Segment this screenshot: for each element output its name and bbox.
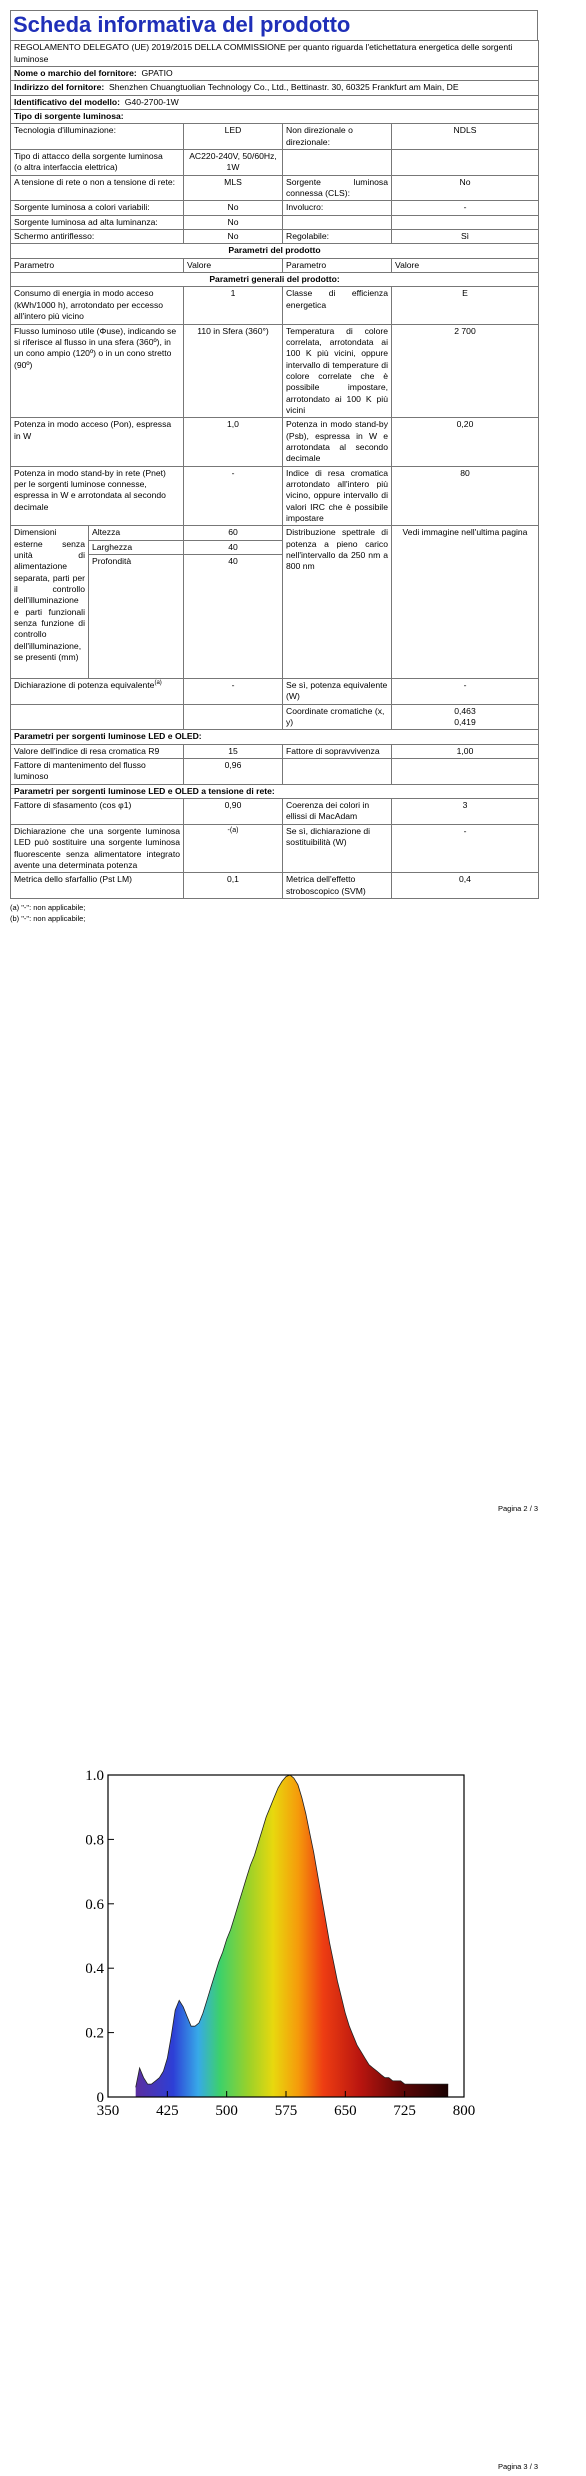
y-tick-label: 0.4 xyxy=(86,1961,104,1978)
general-label-2: Classe di efficienza energetica xyxy=(283,287,392,324)
source-label-2: Sorgente luminosa connessa (CLS): xyxy=(283,175,392,201)
col-header-value-2: Valore xyxy=(392,258,539,272)
page-title: Scheda informativa del prodotto xyxy=(10,10,538,40)
footnote-a: (a) "-": non applicabile; xyxy=(10,902,86,912)
supplier-address-label: Indirizzo del fornitore: xyxy=(14,82,105,93)
led-value: 0,96 xyxy=(184,759,283,785)
col-header-param: Parametro xyxy=(11,258,184,272)
mains-value: -(a) xyxy=(184,824,283,872)
general-value-2: E xyxy=(392,287,539,324)
mains-label-2: Metrica dell'effetto stroboscopico (SVM) xyxy=(283,873,392,899)
source-label: Sorgente luminosa ad alta luminanza: xyxy=(11,215,184,229)
dimensions-row xyxy=(11,526,539,540)
y-tick-label: 0.8 xyxy=(86,1832,104,1849)
spectral-power-distribution-chart xyxy=(86,1755,526,2125)
source-label-2: Regolabile: xyxy=(283,230,392,244)
general-value: 1 xyxy=(184,287,283,324)
supplier-name: GPATIO xyxy=(141,67,173,78)
led-label-2: Fattore di sopravvivenza xyxy=(283,744,392,758)
column-header-row xyxy=(11,258,539,272)
general-label-2: Indice di resa cromatica arrotondato all'intero più vicino, oppure intervallo di valori IRC che è possibile impostare xyxy=(283,466,392,526)
model-identifier: G40-2700-1W xyxy=(124,96,179,107)
source-label-2 xyxy=(283,150,392,176)
source-label: A tensione di rete o non a tensione di rete: xyxy=(11,175,184,201)
source-row xyxy=(11,215,539,229)
supplier-address: Shenzhen Chuangtuolian Technology Co., Ltd., Bettinastr. 30, 60325 Frankfurt am Main, DE xyxy=(109,82,459,93)
source-label xyxy=(11,150,184,176)
led-value: 15 xyxy=(184,744,283,758)
height-label: Altezza xyxy=(89,526,184,540)
source-value-2 xyxy=(392,215,539,229)
mains-value-2: 3 xyxy=(392,799,539,825)
depth-label: Profondità xyxy=(89,555,184,679)
led-label-2 xyxy=(283,759,392,785)
mains-value: 0,90 xyxy=(184,799,283,825)
product-params-header: Parametri del prodotto xyxy=(11,244,539,258)
footnotes xyxy=(10,902,538,925)
supplier-name-row xyxy=(11,66,539,80)
general-label: Potenza in modo acceso (Pon), espressa in W xyxy=(11,418,184,466)
source-label: Tecnologia d'illuminazione: xyxy=(11,124,184,150)
mains-label: Metrica dello sfarfallio (Pst LM) xyxy=(11,873,184,899)
x-tick-label: 725 xyxy=(393,2103,416,2119)
equivalent-power-value: - xyxy=(392,679,539,705)
general-label-2: Potenza in modo stand-by (Psb), espressa in W e arrotondata al secondo decimale xyxy=(283,418,392,466)
general-value: - xyxy=(184,466,283,526)
led-value-2: 1,00 xyxy=(392,744,539,758)
mains-label: Fattore di sfasamento (cos φ1) xyxy=(11,799,184,825)
chromaticity-row xyxy=(11,704,539,730)
mains-label: Dichiarazione che una sorgente luminosa LED può sostituire una sorgente luminosa fluorescente senza alimentatore integrato avente una determinata potenza xyxy=(11,824,184,872)
footnote-ref: (a) xyxy=(154,680,162,687)
source-row xyxy=(11,124,539,150)
mains-label-2: Coerenza dei colori in ellissi di MacAdam xyxy=(283,799,392,825)
general-label: Consumo di energia in modo acceso (kWh/1000 h), arrotondato per eccesso all'intero più vicino xyxy=(11,287,184,324)
source-label-2 xyxy=(283,215,392,229)
general-row xyxy=(11,324,539,418)
source-label-2: Involucro: xyxy=(283,201,392,215)
general-label: Flusso luminoso utile (Φuse), indicando se si riferisce al flusso in una sfera (360º), in un cono ampio (120º) o in un cono stretto (90º) xyxy=(11,324,184,418)
source-value-2: NDLS xyxy=(392,124,539,150)
general-value-2: 0,20 xyxy=(392,418,539,466)
x-tick-label: 425 xyxy=(156,2103,179,2119)
col-header-value: Valore xyxy=(184,258,283,272)
product-information-sheet xyxy=(10,10,538,924)
source-row xyxy=(11,201,539,215)
y-tick-label: 0.6 xyxy=(86,1896,104,1913)
source-type-header: Tipo di sorgente luminosa: xyxy=(11,110,539,124)
source-value-2: Sì xyxy=(392,230,539,244)
spectral-distribution-label: Distribuzione spettrale di potenza a pieno carico nell'intervallo da 250 nm a 800 nm xyxy=(283,526,392,679)
col-header-param-2: Parametro xyxy=(283,258,392,272)
mains-value: 0,1 xyxy=(184,873,283,899)
led-row xyxy=(11,744,539,758)
led-row xyxy=(11,759,539,785)
general-row xyxy=(11,418,539,466)
footnote-b: (b) "-": non applicabile; xyxy=(10,914,86,924)
source-row xyxy=(11,230,539,244)
dimensions-label: Dimensioni esterne senza unità di alimentazione separata, parti per il controllo dell'illuminazione e parti funzionali senza funzione di controllo dell'illuminazione, se presenti (mm) xyxy=(11,526,89,679)
y-tick-label: 0 xyxy=(96,2090,104,2106)
source-value: No xyxy=(184,201,283,215)
general-row xyxy=(11,287,539,324)
power-claim-label-text: Dichiarazione di potenza equivalente xyxy=(14,680,155,691)
source-value: AC220-240V, 50/60Hz, 1W xyxy=(184,150,283,176)
depth-value: 40 xyxy=(184,555,283,679)
supplier-address-row xyxy=(11,81,539,95)
x-tick-label: 350 xyxy=(96,2103,120,2119)
source-value-2 xyxy=(392,150,539,176)
height-value: 60 xyxy=(184,526,283,540)
general-row xyxy=(11,466,539,526)
y-tick-label: 0.2 xyxy=(86,2025,104,2042)
spectrum-svg xyxy=(86,1755,526,2125)
y-tick-label: 1.0 xyxy=(86,1768,104,1784)
led-value-2 xyxy=(392,759,539,785)
source-value-2: No xyxy=(392,175,539,201)
equivalent-power-label: Se sì, potenza equivalente (W) xyxy=(283,679,392,705)
led-oled-header: Parametri per sorgenti luminose LED e OLED: xyxy=(11,730,539,744)
empty-cell xyxy=(11,704,184,730)
general-params-header: Parametri generali del prodotto: xyxy=(11,273,539,287)
regulation-text: REGOLAMENTO DELEGATO (UE) 2019/2015 DELLA COMMISSIONE per quanto riguarda l'etichettatura energetica delle sorgenti luminose xyxy=(11,41,539,67)
width-label: Larghezza xyxy=(89,540,184,554)
mains-value-2: - xyxy=(392,824,539,872)
empty-cell xyxy=(184,704,283,730)
general-value: 110 in Sfera (360°) xyxy=(184,324,283,418)
page-number-2: Pagina 2 / 3 xyxy=(498,1504,539,1513)
source-label-text: Tipo di attacco della sorgente luminosa (o altra interfaccia elettrica) xyxy=(14,151,163,173)
chromaticity-value: 0,463 0,419 xyxy=(392,704,539,730)
supplier-name-label: Nome o marchio del fornitore: xyxy=(14,67,137,78)
general-value-2: 2 700 xyxy=(392,324,539,418)
x-tick-label: 575 xyxy=(274,2103,298,2119)
product-table xyxy=(10,40,539,899)
source-label: Sorgente luminosa a colori variabili: xyxy=(11,201,184,215)
mains-header: Parametri per sorgenti luminose LED e OLED a tensione di rete: xyxy=(11,784,539,798)
led-label: Fattore di mantenimento del flusso luminoso xyxy=(11,759,184,785)
source-row xyxy=(11,175,539,201)
x-tick-label: 800 xyxy=(452,2103,476,2119)
model-row xyxy=(11,95,539,109)
general-label-2: Temperatura di colore correlata, arrotondata ai 100 K più vicini, oppure intervallo di temperature di colore correlate che è possibile impostare, arrotondato ai 100 K più vicini xyxy=(283,324,392,418)
spectrum-area xyxy=(136,1775,449,2097)
mains-row xyxy=(11,873,539,899)
source-label-2: Non direzionale o direzionale: xyxy=(283,124,392,150)
source-label: Schermo antiriflesso: xyxy=(11,230,184,244)
general-value: 1,0 xyxy=(184,418,283,466)
source-value: No xyxy=(184,230,283,244)
power-claim-row xyxy=(11,679,539,705)
mains-row xyxy=(11,799,539,825)
led-label: Valore dell'indice di resa cromatica R9 xyxy=(11,744,184,758)
general-label: Potenza in modo stand-by in rete (Pnet) per le sorgenti luminose connesse, espressa in W e arrotondata al secondo decimale xyxy=(11,466,184,526)
mains-row xyxy=(11,824,539,872)
power-claim-label xyxy=(11,679,184,705)
source-value: LED xyxy=(184,124,283,150)
spectral-distribution-value: Vedi immagine nell'ultima pagina xyxy=(392,526,539,679)
mains-label-2: Se sì, dichiarazione di sostituibilità (W) xyxy=(283,824,392,872)
page-number-3: Pagina 3 / 3 xyxy=(498,2462,539,2471)
power-claim-value: - xyxy=(184,679,283,705)
chromaticity-label: Coordinate cromatiche (x, y) xyxy=(283,704,392,730)
x-tick-label: 650 xyxy=(334,2103,357,2119)
model-label: Identificativo del modello: xyxy=(14,96,120,107)
source-value: No xyxy=(184,215,283,229)
mains-value-2: 0,4 xyxy=(392,873,539,899)
source-row xyxy=(11,150,539,176)
source-value-2: - xyxy=(392,201,539,215)
source-value: MLS xyxy=(184,175,283,201)
general-value-2: 80 xyxy=(392,466,539,526)
x-tick-label: 500 xyxy=(215,2103,238,2119)
width-value: 40 xyxy=(184,540,283,554)
